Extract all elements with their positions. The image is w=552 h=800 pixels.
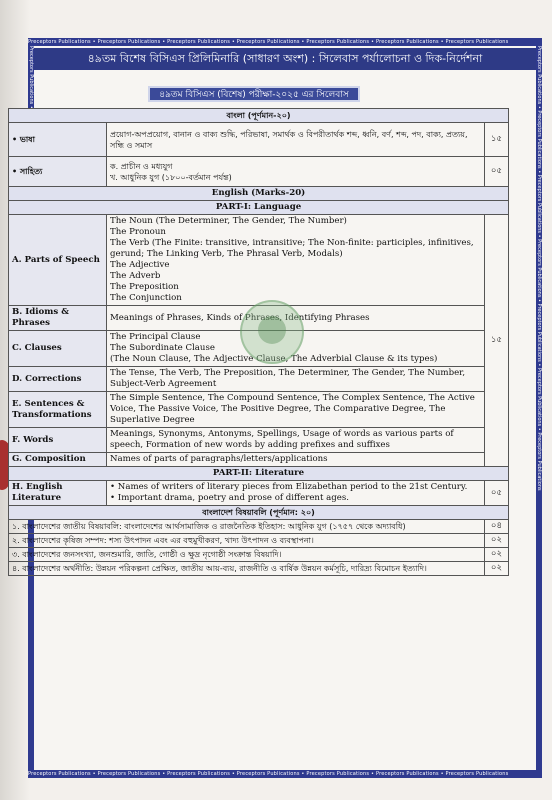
words-text: Meanings, Synonyms, Antonyms, Spellings, Usage of words as various parts of speech, Formation of new words by adding prefixes and suffixes (107, 428, 485, 453)
bd-item-1-marks: ০৪ (485, 520, 509, 534)
publisher-band-top: Preceptors Publications • Preceptors Publications • Preceptors Publications • Preceptors Publications • Preceptors Publications • Preceptors Publications • Preceptors Publications (28, 38, 542, 46)
pos-adjective: The Adjective (110, 260, 170, 270)
part1-marks: ১৫ (485, 215, 509, 467)
literature-marks: ০৫ (485, 481, 509, 506)
clause-subordinate: The Subordinate Clause (110, 343, 215, 353)
pos-pronoun: The Pronoun (110, 227, 166, 237)
clause-types: (The Noun Clause, The Adjective Clause, The Adverbial Clause & its types) (110, 354, 438, 364)
sahitya-ancient: ক. প্রাচীন ও মধ্যযুগ (110, 161, 173, 171)
parts-of-speech-label: A. Parts of Speech (9, 215, 107, 306)
literature-works: • Important drama, poetry and prose of different ages. (110, 493, 349, 503)
bangladesh-heading: বাংলাদেশ বিষয়াবলি (পূর্ণমান: ২০) (9, 506, 509, 520)
bd-item-3: ৩. বাংলাদেশের জনসংখ্যা, জনশুমারি, জাতি, গোষ্ঠী ও ক্ষুদ্র নৃগোষ্ঠী সংক্রান্ত বিষয়াদি। (9, 548, 485, 562)
idioms-label: B. Idioms & Phrases (9, 306, 107, 331)
publisher-band-right: Preceptors Publications • Preceptors Publications • Preceptors Publications • Preceptors Publications • Preceptors Publications • Preceptors Publications • Preceptors Publications (536, 46, 542, 770)
pos-conjunction: The Conjunction (110, 293, 182, 303)
idioms-text: Meanings of Phrases, Kinds of Phrases, Identifying Phrases (107, 306, 485, 331)
bd-item-4: ৪. বাংলাদেশের অর্থনীতি: উন্নয়ন পরিকল্পনা প্রেক্ষিত, জাতীয় আয়-ব্যয়, রাজনীতি ও বার্ষিক উন্নয়ন কর্মসূচি, দারিদ্র্য বিমোচন ইত্যাদি। (9, 562, 485, 576)
bd-item-3-marks: ০২ (485, 548, 509, 562)
watermark-seal (240, 300, 304, 364)
composition-label: G. Composition (9, 453, 107, 467)
bangla-heading: বাংলা (পূর্ণমান-২০) (9, 109, 509, 123)
bd-item-2-marks: ০২ (485, 534, 509, 548)
pos-adverb: The Adverb (110, 271, 161, 281)
bhasha-label: • ভাষা (9, 123, 107, 157)
sahitya-modern: খ. আধুনিক যুগ (১৮০০-বর্তমান পর্যন্ত) (110, 172, 232, 182)
corrections-label: D. Corrections (9, 367, 107, 392)
corrections-text: The Tense, The Verb, The Preposition, The Determiner, The Gender, The Number, Subject-Verb Agreement (107, 367, 485, 392)
syllabus-subtitle: ৪৯তম বিসিএস (বিশেষ) পরীক্ষা-২০২৫ এর সিলেবাস (148, 86, 360, 102)
literature-writers: • Names of writers of literary pieces from Elizabethan period to the 21st Century. (110, 482, 468, 492)
part1-heading: PART-I: Language (9, 201, 509, 215)
pos-verb: The Verb (The Finite: transitive, intransitive; The Non-finite: participles, infinitives, gerund; The Linking Verb, The Phrasal Verb, Modals) (110, 238, 474, 259)
bd-item-1: ১. বাংলাদেশের জাতীয় বিষয়াবলি: বাংলাদেশের আর্থসামাজিক ও রাজনৈতিক ইতিহাস: আধুনিক যুগ (১৭৫৭ থেকে অদ্যাবধি) (9, 520, 485, 534)
words-label: F. Words (9, 428, 107, 453)
bd-item-4-marks: ০২ (485, 562, 509, 576)
bd-item-2: ২. বাংলাদেশের কৃষিজ সম্পদ: শস্য উৎপাদন এবং এর বহুমুখীকরণ, খাদ্য উৎপাদন ও ব্যবস্থাপনা। (9, 534, 485, 548)
sentences-label: E. Sentences & Transformations (9, 392, 107, 428)
clauses-label: C. Clauses (9, 331, 107, 367)
pos-preposition: The Preposition (110, 282, 179, 292)
page-title: ৪৯তম বিশেষ বিসিএস প্রিলিমিনারি (সাধারণ অংশ) : সিলেবাস পর্যালোচনা ও দিক-নির্দেশনা (34, 48, 536, 70)
sahitya-marks: ০৫ (485, 157, 509, 187)
english-heading: English (Marks-20) (9, 187, 509, 201)
sentences-text: The Simple Sentence, The Compound Sentence, The Complex Sentence, The Active Voice, The Passive Voice, The Positive Degree, The Comparative Degree, The Superlative Degree (107, 392, 485, 428)
bhasha-text: প্রয়োগ-অপপ্রয়োগ, বানান ও বাক্য শুদ্ধি, পরিভাষা, সমার্থক ও বিপরীতার্থক শব্দ, ধ্বনি, বর্ণ, শব্দ, পদ, বাক্য, প্রত্যয়, সন্ধি ও সমাস (107, 123, 485, 157)
clause-principal: The Principal Clause (110, 332, 201, 342)
composition-text: Names of parts of paragraphs/letters/applications (107, 453, 485, 467)
sahitya-label: • সাহিত্য (9, 157, 107, 187)
literature-label: H. English Literature (9, 481, 107, 506)
part2-heading: PART-II: Literature (9, 467, 509, 481)
publisher-band-bottom: Preceptors Publications • Preceptors Publications • Preceptors Publications • Preceptors Publications • Preceptors Publications • Preceptors Publications • Preceptors Publications (28, 770, 542, 778)
bhasha-marks: ১৫ (485, 123, 509, 157)
pos-noun: The Noun (The Determiner, The Gender, The Number) (110, 216, 347, 226)
